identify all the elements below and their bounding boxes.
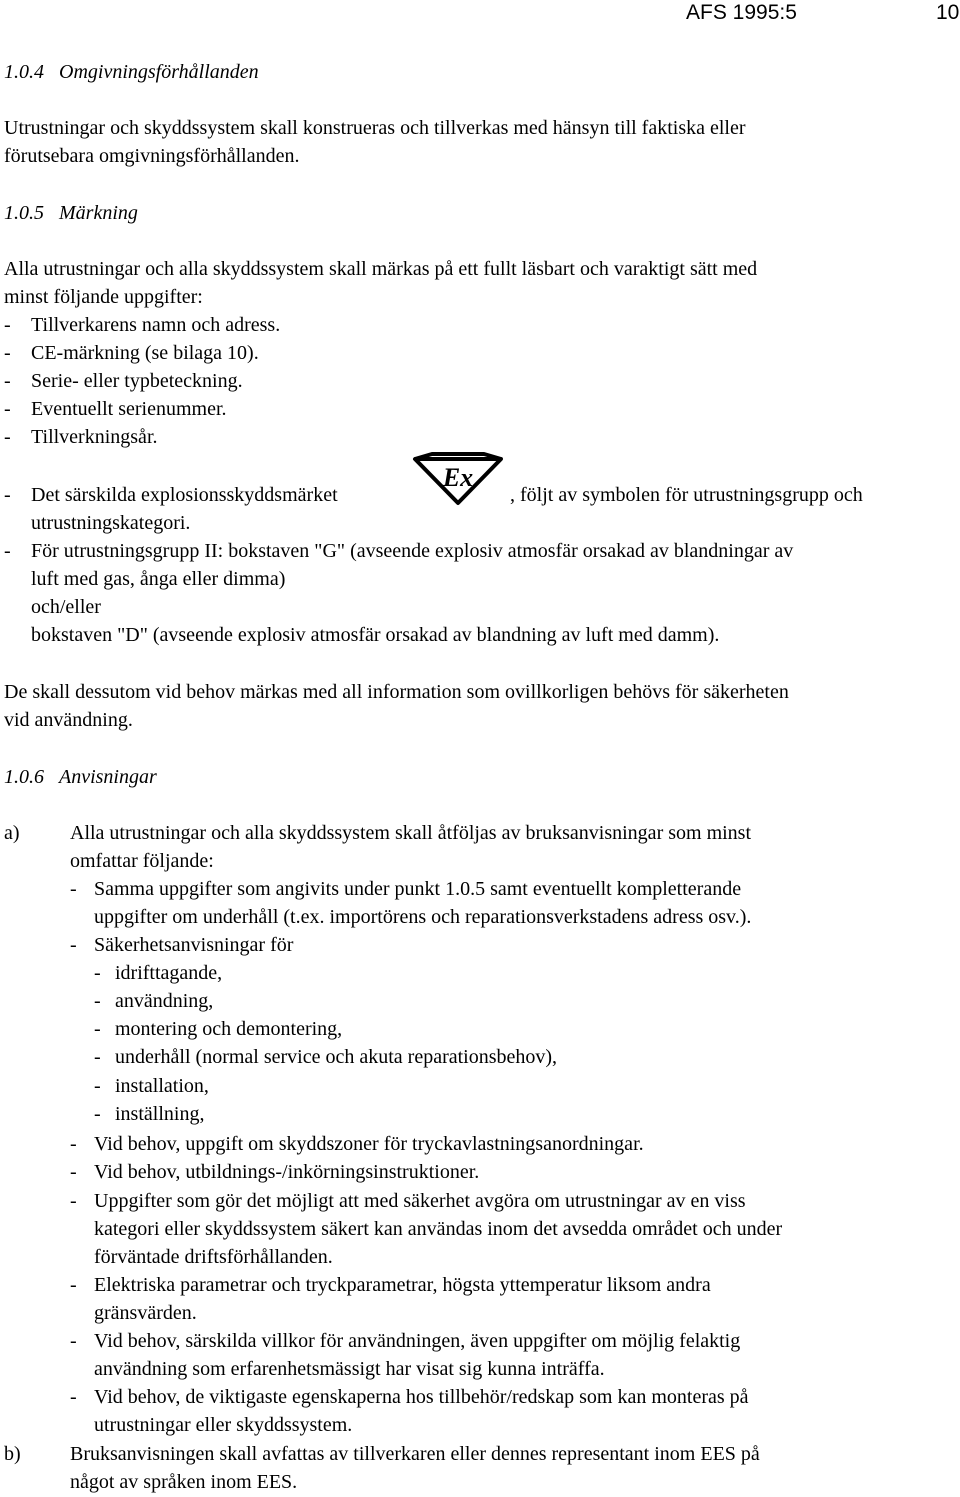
paragraph-line: förutsebara omgivningsförhållanden. <box>4 145 300 167</box>
list-item: Vid behov, särskilda villkor för användningen, även uppgifter om möjlig felaktig <box>94 1330 741 1352</box>
list-item: Elektriska parametrar och tryckparametrar, högsta yttemperatur liksom andra <box>94 1274 711 1296</box>
list-item: CE-märkning (se bilaga 10). <box>31 342 259 364</box>
section-number: 1.0.6 <box>4 766 44 788</box>
section-number: 1.0.5 <box>4 202 44 224</box>
list-item: Vid behov, de viktigaste egenskaperna hos tillbehör/redskap som kan monteras på <box>94 1386 749 1408</box>
paragraph-line: Utrustningar och skyddssystem skall konstrueras och tillverkas med hänsyn till faktiska eller <box>4 117 746 139</box>
list-dash: - <box>4 426 11 448</box>
list-item: Vid behov, utbildnings-/inkörningsinstruktioner. <box>94 1161 480 1183</box>
list-item: gränsvärden. <box>94 1302 197 1324</box>
list-item: Samma uppgifter som angivits under punkt 1.0.5 samt eventuellt kompletterande <box>94 878 742 900</box>
paragraph-line: Alla utrustningar och alla skyddssystem skall åtföljas av bruksanvisningar som minst <box>70 822 752 844</box>
sub-list-item: inställning, <box>115 1103 205 1125</box>
sub-list-dash: - <box>94 962 101 984</box>
section-title: Omgivningsförhållanden <box>59 61 259 83</box>
list-dash: - <box>4 370 11 392</box>
sub-list-dash: - <box>94 1103 101 1125</box>
list-item: kategori eller skyddssystem säkert kan användas inom det avsedda området och under <box>94 1218 783 1240</box>
list-dash: - <box>70 1330 77 1352</box>
list-dash: - <box>4 314 11 336</box>
paragraph-line: vid användning. <box>4 709 133 731</box>
group-text: bokstaven "D" (avseende explosiv atmosfär orsakad av blandning av luft med damm). <box>31 624 720 646</box>
section-1-0-5-heading <box>4 199 138 227</box>
list-dash: - <box>4 342 11 364</box>
list-item: Säkerhetsanvisningar för <box>94 934 294 956</box>
sub-list-item: installation, <box>115 1075 209 1097</box>
paragraph-line: minst följande uppgifter: <box>4 286 203 308</box>
list-dash: - <box>70 1386 77 1408</box>
section-1-0-4-heading <box>4 58 259 86</box>
list-dash: - <box>70 934 77 956</box>
paragraph-line: omfattar följande: <box>70 850 214 872</box>
sub-list-dash: - <box>94 1018 101 1040</box>
sub-list-item: användning, <box>115 990 214 1012</box>
list-item: Tillverkarens namn och adress. <box>31 314 281 336</box>
group-text: För utrustningsgrupp II: bokstaven "G" (avseende explosiv atmosfär orsakad av blandningar av <box>31 540 794 562</box>
ex-mark-text-cont: utrustningskategori. <box>31 512 191 534</box>
section-title: Märkning <box>59 202 138 224</box>
sub-list-dash: - <box>94 1046 101 1068</box>
list-dash: - <box>70 878 77 900</box>
list-dash: - <box>70 1161 77 1183</box>
list-dash: - <box>4 540 11 562</box>
sub-list-item: underhåll (normal service och akuta reparationsbehov), <box>115 1046 558 1068</box>
list-item: utrustningar eller skyddssystem. <box>94 1414 353 1436</box>
group-text: luft med gas, ånga eller dimma) <box>31 568 286 590</box>
list-item: Vid behov, uppgift om skyddszoner för tryckavlastningsanordningar. <box>94 1133 644 1155</box>
list-dash: - <box>70 1190 77 1212</box>
paragraph-line: något av språken inom EES. <box>70 1471 298 1493</box>
list-dash: - <box>4 484 11 506</box>
section-1-0-6-heading <box>4 763 157 791</box>
ex-mark-text-cont: , följt av symbolen för utrustningsgrupp och <box>510 484 863 506</box>
list-item: Tillverkningsår. <box>31 426 158 448</box>
sub-list-dash: - <box>94 990 101 1012</box>
sub-list-item: montering och demontering, <box>115 1018 343 1040</box>
group-text: och/eller <box>31 596 101 618</box>
list-item: Uppgifter som gör det möjligt att med säkerhet avgöra om utrustningar av en viss <box>94 1190 746 1212</box>
list-dash: - <box>70 1133 77 1155</box>
page-number: 10 <box>936 1 960 24</box>
list-item: förväntade driftsförhållanden. <box>94 1246 333 1268</box>
sub-list-item: idrifttagande, <box>115 962 223 984</box>
ex-mark-text: Det särskilda explosionsskyddsmärket <box>31 484 338 506</box>
explosion-protection-mark-icon <box>412 452 504 506</box>
list-dash: - <box>4 398 11 420</box>
list-item: Serie- eller typbeteckning. <box>31 370 243 392</box>
list-item: Eventuellt serienummer. <box>31 398 227 420</box>
list-dash: - <box>70 1274 77 1296</box>
section-number: 1.0.4 <box>4 61 44 83</box>
list-item: uppgifter om underhåll (t.ex. importörens och reparationsverkstadens adress osv.). <box>94 906 752 928</box>
paragraph-line: Bruksanvisningen skall avfattas av tillverkaren eller dennes representant inom EES på <box>70 1443 760 1465</box>
item-label-b: b) <box>4 1443 21 1465</box>
list-item: användning som erfarenhetsmässigt har visat sig kunna inträffa. <box>94 1358 605 1380</box>
paragraph-line: De skall dessutom vid behov märkas med all information som ovillkorligen behövs för säkerheten <box>4 681 789 703</box>
paragraph-line: Alla utrustningar och alla skyddssystem skall märkas på ett fullt läsbart och varaktigt sätt med <box>4 258 758 280</box>
section-title: Anvisningar <box>59 766 157 788</box>
item-label-a: a) <box>4 822 20 844</box>
ex-mark-symbol: Ex <box>442 463 474 492</box>
document-id: AFS 1995:5 <box>686 1 797 24</box>
sub-list-dash: - <box>94 1075 101 1097</box>
